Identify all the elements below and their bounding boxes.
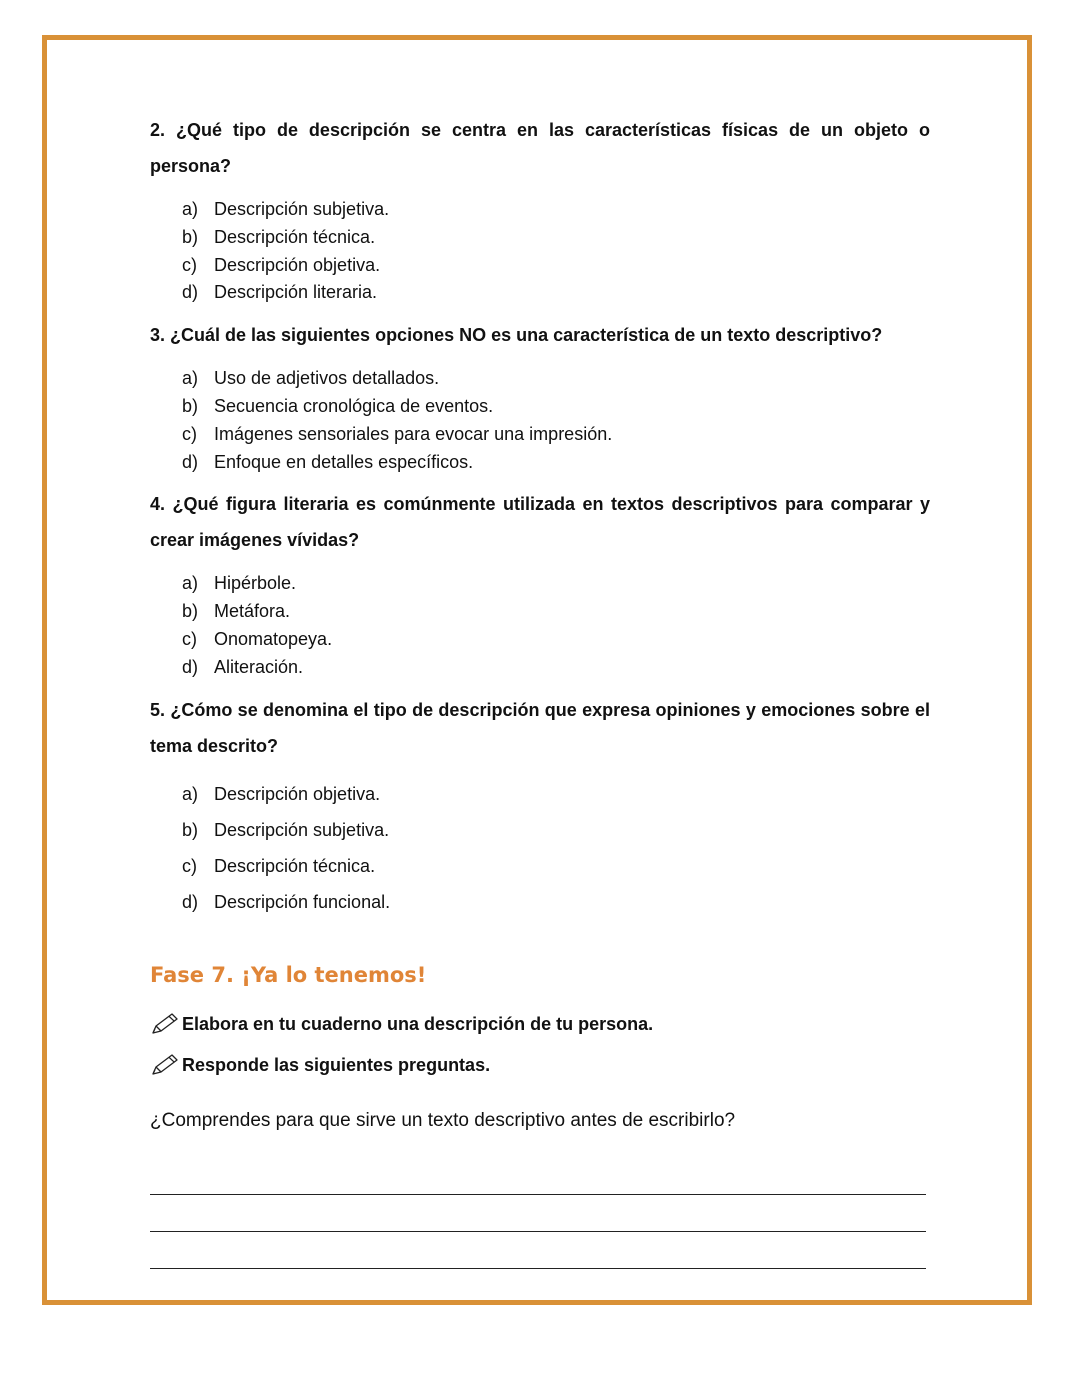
option-item (182, 252, 930, 280)
option-item (182, 570, 930, 598)
option-text: Descripción técnica. (214, 855, 376, 876)
question-4-options (150, 570, 930, 681)
option-letter: a) (182, 199, 199, 219)
option-letter: b) (182, 601, 199, 622)
task-text: Responde las siguientes preguntas. (182, 1054, 491, 1075)
option-letter: a) (182, 368, 199, 389)
option-letter: a) (182, 573, 199, 594)
worksheet-content (150, 112, 930, 1269)
option-text: Hipérbole. (214, 573, 297, 594)
option-text: Aliteración. (214, 656, 304, 677)
question-3: 3. ¿Cuál de las siguientes opciones NO es una característica de un texto descriptivo? (150, 325, 883, 346)
option-letter: c) (182, 628, 197, 649)
answer-line[interactable] (150, 1232, 926, 1269)
option-item (182, 196, 930, 224)
option-item (182, 279, 930, 307)
option-text: Descripción objetiva. (214, 783, 381, 804)
option-letter: d) (182, 656, 199, 677)
pencil-icon (150, 1012, 180, 1036)
option-text: Imágenes sensoriales para evocar una impresión. (214, 423, 613, 444)
option-text: Descripción funcional. (214, 891, 391, 912)
option-text: Uso de adjetivos detallados. (214, 368, 440, 389)
option-item (182, 598, 930, 626)
pencil-icon (150, 1053, 180, 1077)
option-item (182, 812, 930, 848)
question-2-options (150, 196, 930, 307)
question-3-options (150, 365, 930, 476)
option-letter: d) (182, 891, 199, 912)
question-2: 2. ¿Qué tipo de descripción se centra en las características físicas de un objeto o persona? (150, 120, 930, 176)
option-text: Onomatopeya. (214, 628, 333, 649)
question-5-options (150, 776, 930, 920)
task-item (150, 1004, 930, 1045)
option-text: Descripción subjetiva. (214, 199, 390, 219)
option-item (182, 449, 930, 477)
reflection-question: ¿Comprendes para que sirve un texto descriptivo antes de escribirlo? (150, 1109, 736, 1131)
phase-title: Fase 7. ¡Ya lo tenemos! (150, 962, 427, 987)
option-item (182, 365, 930, 393)
option-text: Secuencia cronológica de eventos. (214, 395, 494, 416)
option-item (182, 848, 930, 884)
option-letter: b) (182, 226, 199, 247)
answer-line[interactable] (150, 1158, 926, 1195)
option-text: Enfoque en detalles específicos. (214, 451, 474, 472)
option-text: Metáfora. (214, 601, 291, 622)
question-4: 4. ¿Qué figura literaria es comúnmente utilizada en textos descriptivos para comparar y crear imágenes vívidas? (150, 494, 930, 551)
option-letter: b) (182, 819, 199, 840)
option-letter: d) (182, 282, 199, 303)
option-letter: d) (182, 451, 199, 472)
option-letter: a) (182, 783, 199, 804)
task-text: Elabora en tu cuaderno una descripción de tu persona. (182, 1013, 654, 1034)
option-text: Descripción técnica. (214, 226, 376, 247)
option-item (182, 224, 930, 252)
option-letter: b) (182, 395, 199, 416)
option-letter: c) (182, 855, 197, 876)
option-item (182, 421, 930, 449)
option-item (182, 393, 930, 421)
option-item (182, 776, 930, 812)
option-item (182, 884, 930, 920)
option-text: Descripción subjetiva. (214, 819, 390, 840)
option-text: Descripción objetiva. (214, 254, 381, 275)
option-item (182, 654, 930, 682)
question-5: 5. ¿Cómo se denomina el tipo de descripción que expresa opiniones y emociones sobre el tema descrito? (150, 699, 930, 756)
option-letter: c) (182, 254, 197, 275)
option-item (182, 626, 930, 654)
option-letter: c) (182, 423, 197, 444)
task-item (150, 1045, 930, 1086)
option-text: Descripción literaria. (214, 282, 378, 303)
answer-line[interactable] (150, 1195, 926, 1232)
